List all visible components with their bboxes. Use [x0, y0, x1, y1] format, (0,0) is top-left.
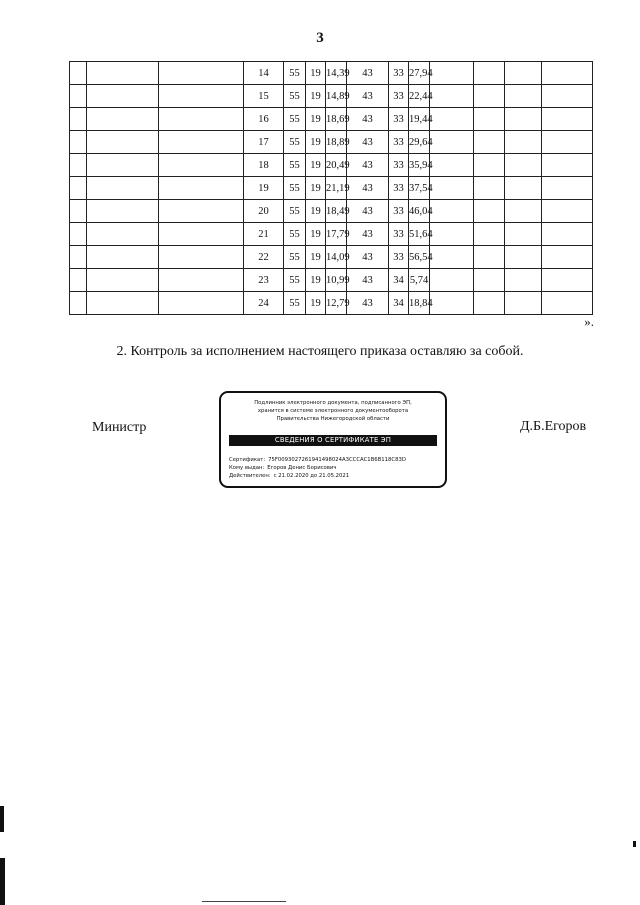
table-cell-empty — [87, 200, 159, 223]
table-cell-empty — [159, 108, 244, 131]
table-cell-empty — [159, 131, 244, 154]
table-cell: 55 — [284, 108, 306, 131]
stamp-certificate — [229, 456, 409, 464]
table-cell-empty — [542, 223, 593, 246]
table-cell-empty — [430, 200, 474, 223]
table-cell: 12,79 — [326, 292, 347, 315]
table-cell: 19 — [306, 85, 326, 108]
table-cell: 23 — [244, 269, 284, 292]
table-cell-empty — [542, 108, 593, 131]
table-cell: 55 — [284, 292, 306, 315]
table-cell: 19 — [306, 292, 326, 315]
table-cell-empty — [159, 177, 244, 200]
table-cell-empty — [542, 246, 593, 269]
table-cell: 10,99 — [326, 269, 347, 292]
table-cell: 55 — [284, 62, 306, 85]
table-cell-empty — [430, 292, 474, 315]
table-cell-empty — [474, 154, 505, 177]
table-cell-empty — [70, 200, 87, 223]
stamp-validity-value: с 21.02.2020 до 21.05.2021 — [273, 473, 350, 479]
table-cell-empty — [159, 223, 244, 246]
footer-rule — [202, 901, 286, 902]
stamp-line-2: хранится в системе электронного документооборота — [257, 408, 409, 414]
table-cell: 14 — [244, 62, 284, 85]
table-cell-empty — [542, 154, 593, 177]
table-cell-empty — [430, 108, 474, 131]
table-cell: 27,94 — [409, 62, 430, 85]
table-cell-empty — [159, 154, 244, 177]
table-cell-empty — [542, 131, 593, 154]
signer-title: Министр — [92, 420, 147, 435]
table-cell-empty — [87, 223, 159, 246]
table-cell: 33 — [389, 85, 409, 108]
table-cell-empty — [87, 292, 159, 315]
table-cell: 22,44 — [409, 85, 430, 108]
table-cell: 55 — [284, 269, 306, 292]
table-cell-empty — [159, 269, 244, 292]
table-row — [70, 223, 593, 246]
table-cell-empty — [70, 154, 87, 177]
table-cell-empty — [474, 131, 505, 154]
table-cell: 19 — [306, 108, 326, 131]
scan-dot-mark — [633, 841, 636, 847]
table-cell-empty — [474, 269, 505, 292]
table-cell-empty — [87, 108, 159, 131]
table-cell-empty — [474, 108, 505, 131]
table-cell: 34 — [389, 269, 409, 292]
stamp-line-1: Подлинник электронного документа, подписанного ЭП, — [254, 400, 412, 406]
stamp-validity-label: Действителен: — [229, 473, 271, 479]
table-cell-empty — [87, 269, 159, 292]
stamp-banner: СВЕДЕНИЯ О СЕРТИФИКАТЕ ЭП — [229, 435, 437, 446]
table-cell-empty — [70, 108, 87, 131]
table-cell-empty — [70, 246, 87, 269]
closing-quote: ». — [584, 314, 594, 329]
table-cell: 43 — [347, 269, 389, 292]
table-cell: 18,49 — [326, 200, 347, 223]
table-row — [70, 292, 593, 315]
table-cell: 34 — [389, 292, 409, 315]
table-cell: 14,09 — [326, 246, 347, 269]
table-cell: 19 — [306, 62, 326, 85]
table-cell: 43 — [347, 177, 389, 200]
table-cell: 43 — [347, 292, 389, 315]
page-number: 3 — [316, 30, 324, 46]
table-row — [70, 85, 593, 108]
table-row — [70, 246, 593, 269]
table-cell-empty — [542, 200, 593, 223]
table-cell-empty — [70, 292, 87, 315]
table-cell-empty — [505, 62, 542, 85]
table-cell-empty — [70, 85, 87, 108]
table-cell: 16 — [244, 108, 284, 131]
table-cell-empty — [87, 177, 159, 200]
table-cell: 24 — [244, 292, 284, 315]
scan-edge-mark — [0, 858, 5, 905]
table-cell-empty — [505, 177, 542, 200]
stamp-issued-to-value: Егоров Денис Борисович — [267, 465, 337, 471]
table-cell-empty — [542, 177, 593, 200]
table-cell: 18,89 — [326, 131, 347, 154]
table-cell-empty — [505, 223, 542, 246]
e-signature-stamp — [219, 391, 447, 488]
table-cell: 33 — [389, 108, 409, 131]
stamp-certificate-label: Сертификат: — [229, 457, 266, 463]
table-row — [70, 177, 593, 200]
table-cell: 19 — [306, 131, 326, 154]
table-cell-empty — [70, 269, 87, 292]
table-cell: 51,64 — [409, 223, 430, 246]
table-row — [70, 108, 593, 131]
table-cell: 20,49 — [326, 154, 347, 177]
table-cell: 33 — [389, 200, 409, 223]
table-cell-empty — [505, 108, 542, 131]
table-cell: 17 — [244, 131, 284, 154]
table-cell-empty — [542, 292, 593, 315]
table-cell-empty — [474, 200, 505, 223]
table-row — [70, 131, 593, 154]
table-cell-empty — [505, 85, 542, 108]
table-cell: 56,54 — [409, 246, 430, 269]
data-table — [69, 61, 593, 315]
table-cell: 19 — [306, 246, 326, 269]
table-cell-empty — [159, 292, 244, 315]
table-cell: 43 — [347, 154, 389, 177]
table-cell: 33 — [389, 154, 409, 177]
table-cell: 55 — [284, 154, 306, 177]
table-cell-empty — [430, 62, 474, 85]
table-row — [70, 269, 593, 292]
table-cell: 14,89 — [326, 85, 347, 108]
stamp-validity — [229, 472, 352, 480]
table-row — [70, 62, 593, 85]
table-cell: 35,94 — [409, 154, 430, 177]
table-cell-empty — [474, 223, 505, 246]
table-cell-empty — [430, 223, 474, 246]
table-cell-empty — [159, 246, 244, 269]
table-cell-empty — [70, 177, 87, 200]
table-cell: 55 — [284, 200, 306, 223]
table-cell: 19,44 — [409, 108, 430, 131]
table-cell: 19 — [306, 200, 326, 223]
table-cell: 43 — [347, 85, 389, 108]
table-cell: 55 — [284, 85, 306, 108]
table-cell: 19 — [306, 154, 326, 177]
table-cell-empty — [505, 246, 542, 269]
table-cell-empty — [542, 62, 593, 85]
table-cell: 20 — [244, 200, 284, 223]
table-cell-empty — [474, 85, 505, 108]
table-cell-empty — [430, 85, 474, 108]
table-cell: 55 — [284, 177, 306, 200]
table-cell-empty — [87, 62, 159, 85]
table-cell: 18 — [244, 154, 284, 177]
table-cell: 43 — [347, 62, 389, 85]
table-cell: 17,79 — [326, 223, 347, 246]
table-cell: 22 — [244, 246, 284, 269]
table-cell-empty — [70, 223, 87, 246]
table-cell: 33 — [389, 177, 409, 200]
table-row — [70, 200, 593, 223]
table-cell: 43 — [347, 223, 389, 246]
table-cell-empty — [159, 85, 244, 108]
table-cell-empty — [542, 85, 593, 108]
table-cell: 33 — [389, 246, 409, 269]
table-cell-empty — [430, 154, 474, 177]
table-cell-empty — [159, 62, 244, 85]
table-cell-empty — [87, 246, 159, 269]
stamp-issued-to-label: Кому выдан: — [229, 465, 265, 471]
table-cell: 18,84 — [409, 292, 430, 315]
table-cell-empty — [159, 200, 244, 223]
table-cell-empty — [474, 292, 505, 315]
stamp-issued-to — [229, 464, 340, 472]
table-cell: 21 — [244, 223, 284, 246]
table-cell-empty — [474, 62, 505, 85]
table-cell-empty — [505, 131, 542, 154]
table-cell: 37,54 — [409, 177, 430, 200]
table-cell: 33 — [389, 62, 409, 85]
table-cell: 46,04 — [409, 200, 430, 223]
table-cell-empty — [430, 269, 474, 292]
table-cell: 33 — [389, 223, 409, 246]
table-cell: 43 — [347, 200, 389, 223]
table-cell-empty — [87, 154, 159, 177]
table-cell-empty — [430, 177, 474, 200]
table-cell: 43 — [347, 131, 389, 154]
table-cell: 15 — [244, 85, 284, 108]
table-cell: 5,74 — [409, 269, 430, 292]
table-cell-empty — [430, 131, 474, 154]
table-cell-empty — [505, 200, 542, 223]
control-paragraph: 2. Контроль за исполнением настоящего приказа оставляю за собой. — [116, 344, 524, 359]
table-cell: 43 — [347, 246, 389, 269]
table-cell-empty — [87, 85, 159, 108]
table-cell: 33 — [389, 131, 409, 154]
table-cell: 55 — [284, 131, 306, 154]
table-cell: 14,39 — [326, 62, 347, 85]
table-cell: 21,19 — [326, 177, 347, 200]
table-cell-empty — [474, 246, 505, 269]
table-cell-empty — [474, 177, 505, 200]
table-cell-empty — [542, 269, 593, 292]
table-cell: 19 — [244, 177, 284, 200]
table-cell: 29,64 — [409, 131, 430, 154]
table-cell: 19 — [306, 177, 326, 200]
stamp-line-3: Правительства Нижегородской области — [276, 416, 390, 422]
table-cell-empty — [505, 154, 542, 177]
table-cell-empty — [87, 131, 159, 154]
table-cell: 55 — [284, 246, 306, 269]
table-cell: 43 — [347, 108, 389, 131]
signer-name: Д.Б.Егоров — [520, 419, 587, 434]
stamp-certificate-value: 75F0093027261941498024A3CCCAC1B6B118C83D — [268, 457, 406, 463]
table-cell: 19 — [306, 223, 326, 246]
table-cell: 18,69 — [326, 108, 347, 131]
scan-edge-mark — [0, 806, 4, 832]
table-cell: 19 — [306, 269, 326, 292]
table-row — [70, 154, 593, 177]
table-cell: 55 — [284, 223, 306, 246]
table-body — [70, 62, 593, 315]
table-cell-empty — [430, 246, 474, 269]
table-cell-empty — [70, 131, 87, 154]
table-cell-empty — [505, 269, 542, 292]
table-cell-empty — [70, 62, 87, 85]
table-cell-empty — [505, 292, 542, 315]
